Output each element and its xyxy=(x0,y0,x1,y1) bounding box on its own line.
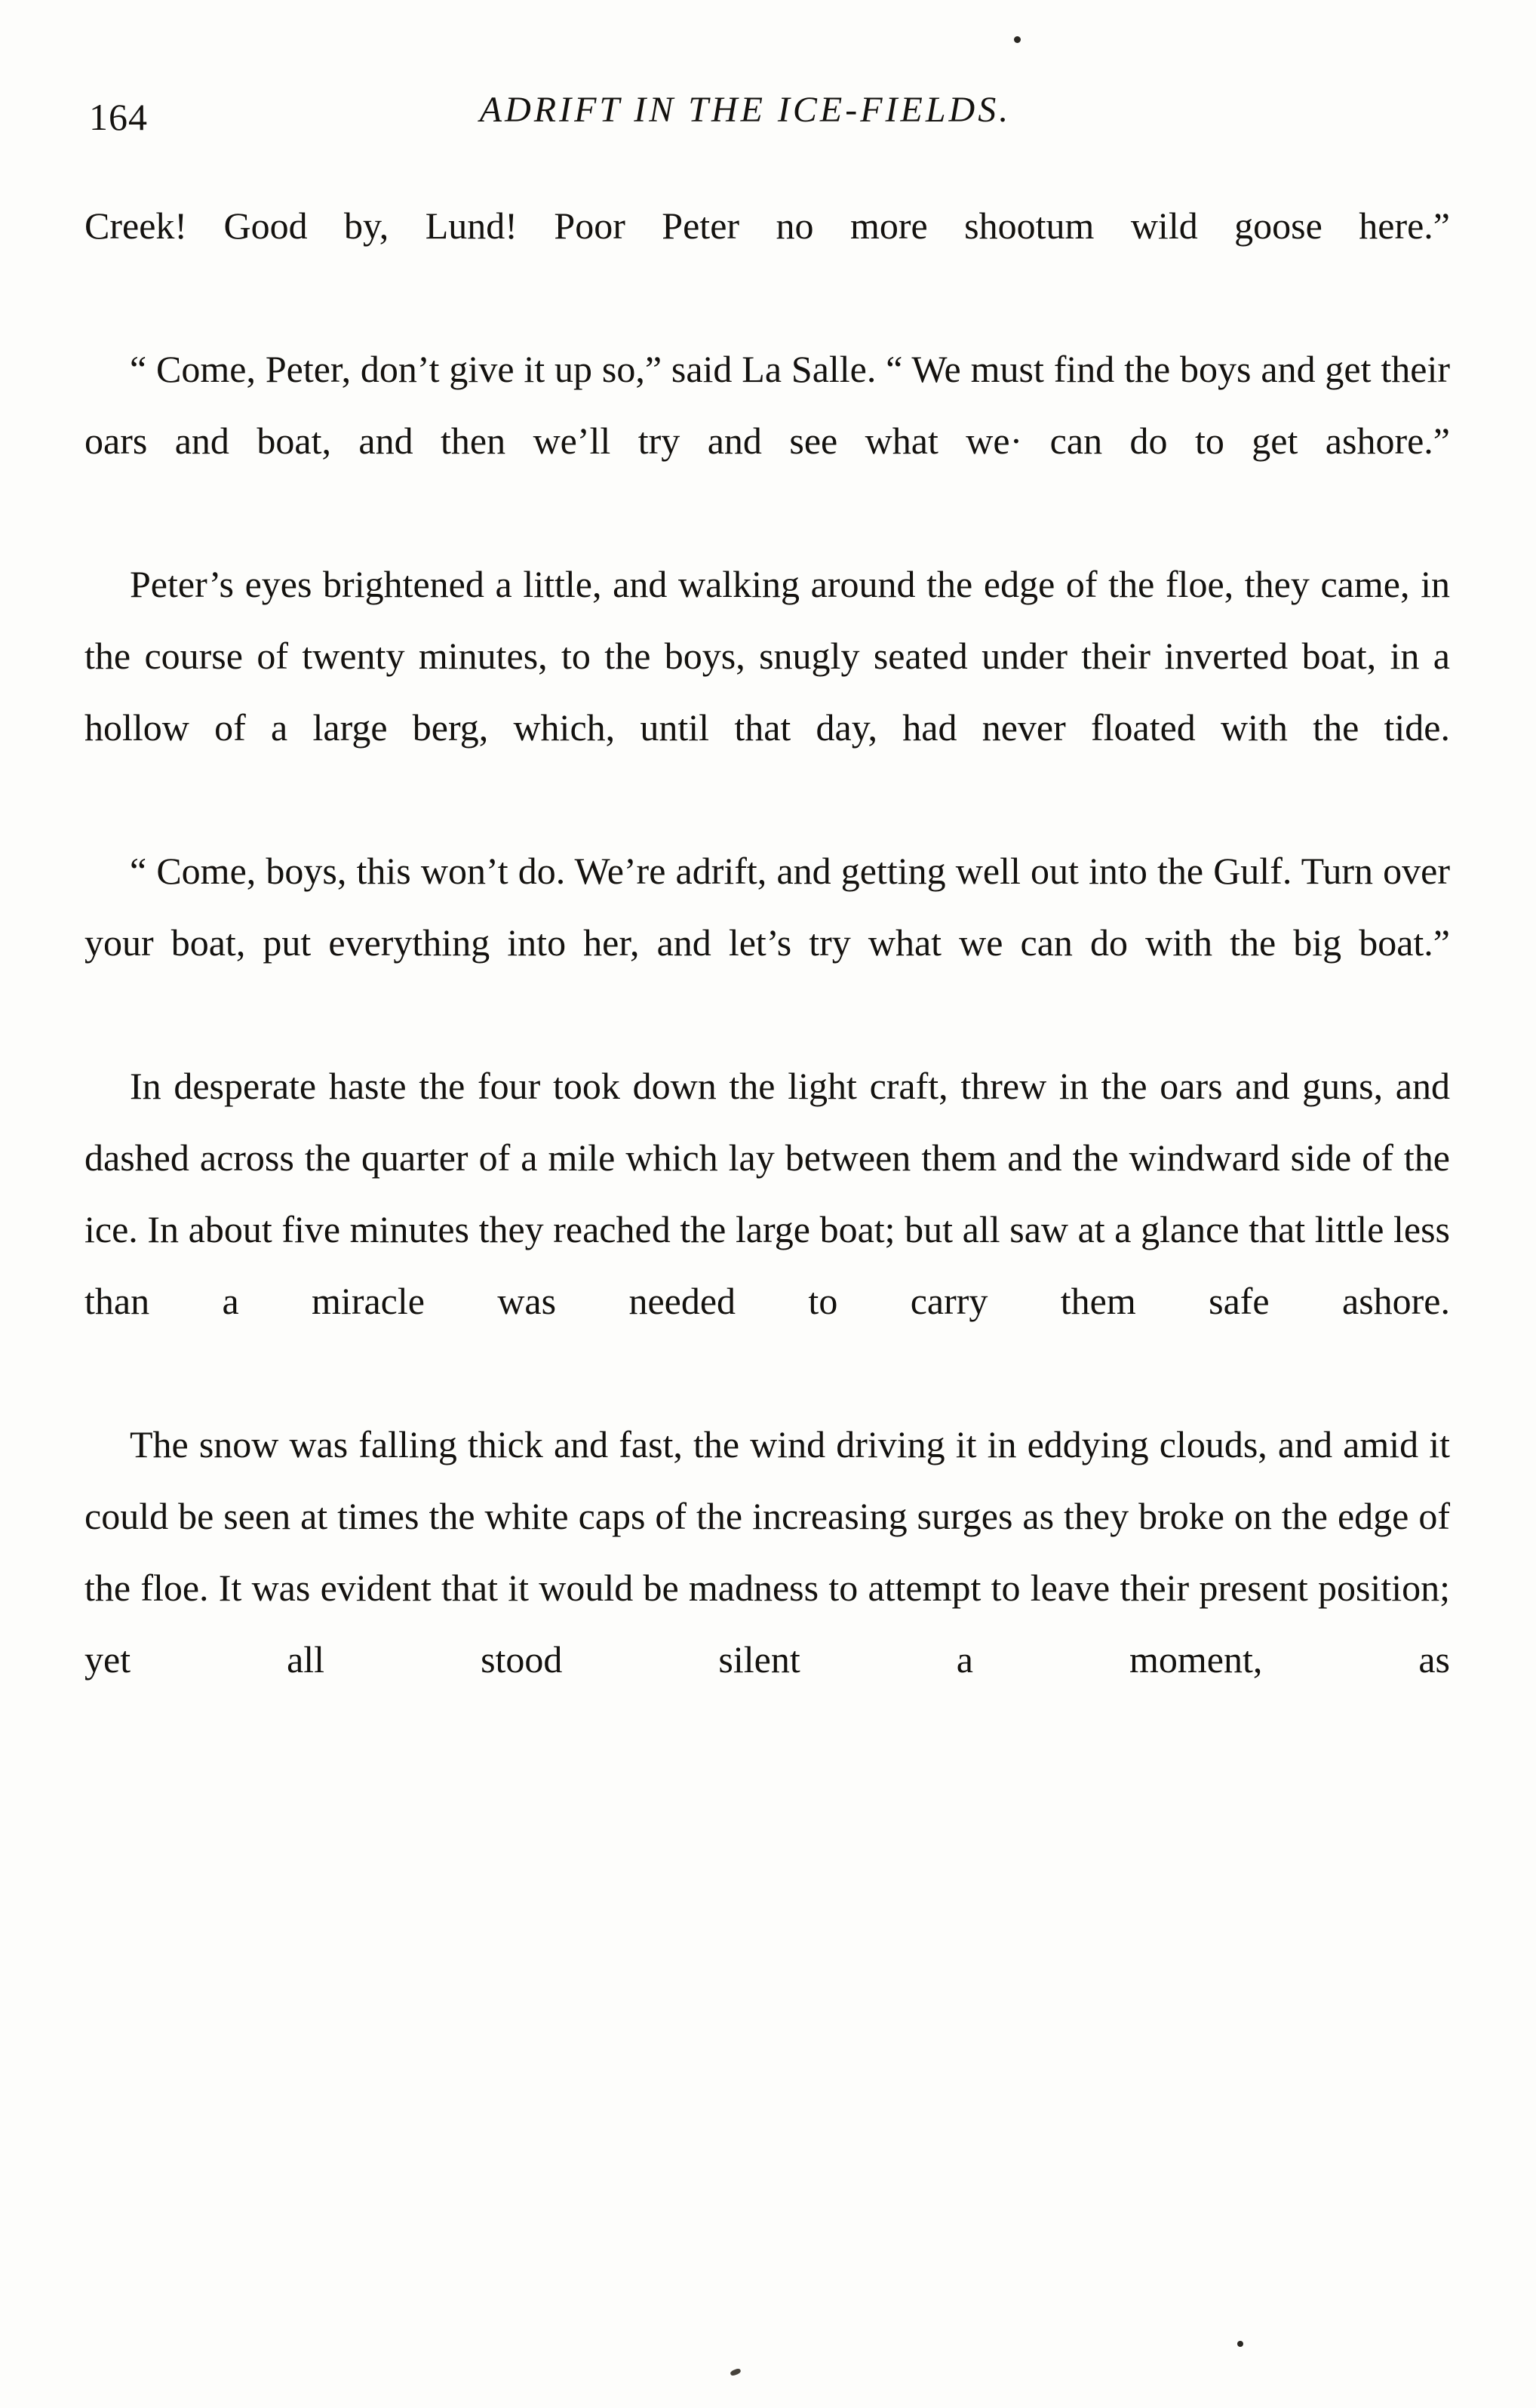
page-number: 164 xyxy=(89,96,148,138)
page-header xyxy=(89,89,1356,142)
ink-speck-bottom-center xyxy=(730,2368,742,2377)
paragraph: In desperate haste the four took down the light craft, threw in the oars and guns, and dashed across the quarter of a mile which lay between them and the windward side of the ice. In about five minutes they reached the large boat; but all saw at a glance that little less than a miracle was needed to carry them safe ashore. xyxy=(84,1065,1450,1322)
ink-speck-bottom-right xyxy=(1237,2341,1243,2347)
paragraph: Peter’s eyes brightened a little, and walking around the edge of the floe, they came, in the course of twenty minutes, to the boys, snugly seated under their inverted boat, in a hollow of a large berg, which, until that day, had never floated with the tide. xyxy=(84,563,1450,749)
paragraph: The snow was falling thick and fast, the wind driving it in eddying clouds, and amid it could be seen at times the white caps of the increasing surges as they broke on the edge of the floe. It was evident that it would be madness to attempt to leave their present position; yet all stood silent a moment, as xyxy=(84,1423,1450,1681)
page-body xyxy=(84,190,1450,1767)
paragraph: Creek! Good by, Lund! Poor Peter no more shootum wild goose here.” xyxy=(84,205,1450,247)
running-head: ADRIFT IN THE ICE-FIELDS. xyxy=(479,90,1012,130)
ink-speck-top xyxy=(1014,36,1021,43)
paragraph: “ Come, boys, this won’t do. We’re adrift, and getting well out into the Gulf. Turn over your boat, put everything into her, and let’s try what we can do with the big boat.” xyxy=(84,850,1450,964)
paragraph: “ Come, Peter, don’t give it up so,” said La Salle. “ We must find the boys and get their oars and boat, and then we’ll try and see what we· can do to get ashore.” xyxy=(84,348,1450,462)
